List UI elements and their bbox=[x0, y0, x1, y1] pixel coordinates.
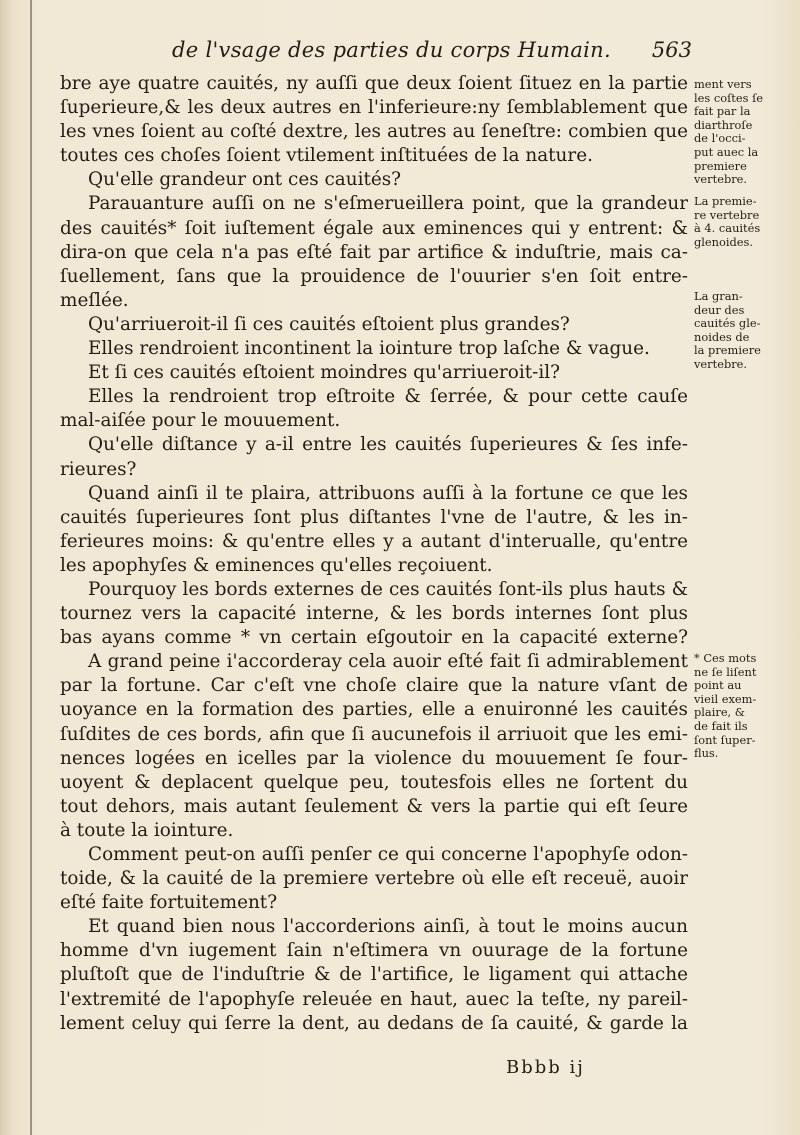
margin-note bbox=[694, 78, 794, 187]
page-header bbox=[172, 38, 692, 66]
text-line: ſuellement, ſans que la prouidence de l'ouurier s'en ſoit entre- bbox=[60, 265, 688, 287]
margin-note bbox=[694, 290, 794, 372]
margin-note bbox=[694, 652, 794, 761]
text-line: lement celuy qui ſerre la dent, au dedans de ſa cauité, & garde la bbox=[60, 1012, 688, 1034]
text-line: ſuſdites de ces bords, afin que ſi aucunefois il arriuoit que les emi- bbox=[60, 723, 688, 745]
text-line: à toute la iointure. bbox=[60, 819, 234, 841]
signature-mark: Bbbb ij bbox=[506, 1057, 585, 1078]
margin-note-line: ment vers bbox=[694, 78, 752, 91]
text-line: Quand ainſi il te plaira, attribuons auſſi à la fortune ce que les bbox=[88, 482, 688, 504]
text-line: uoyance en la formation des parties, elle a enuironné les cauités bbox=[60, 699, 688, 721]
text-line: ſuperieure,& les deux autres en l'inferieure:ny ſemblablement que bbox=[60, 97, 688, 119]
margin-note-line: glenoides. bbox=[694, 235, 754, 249]
text-line: Elles la rendroient trop eſtroite & ſerrée, & pour cette cauſe bbox=[88, 386, 688, 408]
margin-note-line: ſont ſuper- bbox=[694, 733, 756, 747]
margin-note-line: à 4. cauités bbox=[694, 222, 761, 236]
text-line: mal-aiſée pour le mouuement. bbox=[60, 410, 341, 432]
text-line: eſté faite fortuitement? bbox=[60, 892, 278, 914]
text-line: ferieures moins: & qu'entre elles y a autant d'interualle, qu'entre bbox=[60, 530, 688, 552]
text-line: rieures? bbox=[60, 458, 137, 480]
text-line: bre aye quatre cauités, ny auſſi que deux ſoient ſituez en la partie bbox=[60, 73, 688, 94]
margin-note-line: flus. bbox=[694, 747, 719, 761]
margin-note-line: put auec la bbox=[694, 145, 759, 159]
margin-note-line: de fait ils bbox=[694, 719, 748, 733]
margin-note-line: plaire, & bbox=[694, 706, 745, 720]
text-line: pluſtoſt que de l'induſtrie & de l'artifice, le ligament qui attache bbox=[60, 964, 688, 986]
margin-note-line: vieil exem- bbox=[694, 692, 757, 706]
text-line: Qu'elle grandeur ont ces cauités? bbox=[88, 169, 402, 191]
binding-gutter bbox=[30, 0, 32, 1135]
text-line: Et quand bien nous l'accorderions ainſi, à tout le moins aucun bbox=[88, 916, 688, 938]
running-title: de l'vsage des parties du corps Humain. bbox=[172, 38, 611, 62]
margin-note-line: La gran- bbox=[694, 290, 743, 303]
text-line: dira-on que cela n'a pas eſté fait par artifice & induſtrie, mais ca- bbox=[60, 241, 688, 263]
text-line: tout dehors, mais autant ſeulement & vers la partie qui eſt ſeure bbox=[60, 795, 688, 817]
text-line: l'extremité de l'apophyſe releuée en haut, auec la teſte, ny pareil- bbox=[60, 988, 688, 1010]
margin-note-line: cauités gle- bbox=[694, 317, 761, 331]
margin-note-line: noides de bbox=[694, 330, 750, 344]
margin-note-line: de l'occi- bbox=[694, 132, 746, 146]
page-number: 563 bbox=[651, 38, 692, 62]
margin-note-line: * Ces mots bbox=[694, 652, 757, 665]
text-line: A grand peine i'accorderay cela auoir eſté fait ſi admirablement bbox=[88, 651, 688, 673]
text-line: toide, & la cauité de la premiere vertebre où elle eſt receuë, auoir bbox=[60, 868, 688, 890]
text-line: les vnes ſoient au coſté dextre, les autres au ſeneſtre: combien que bbox=[60, 121, 688, 143]
text-line: toutes ces choſes ſoient vtilement inſtituées de la nature. bbox=[60, 145, 593, 167]
text-line: uoyent & deplacent quelque peu, toutesfois elles ne ſortent du bbox=[60, 771, 688, 793]
margin-note-line: point au bbox=[694, 679, 742, 693]
text-line: Qu'elle diſtance y a-il entre les cauités ſuperieures & ſes infe- bbox=[88, 434, 688, 456]
margin-note-line: premiere bbox=[694, 159, 747, 173]
text-line: cauités ſuperieures ſont plus diſtantes l'vne de l'autre, & les in- bbox=[60, 506, 688, 528]
text-line: meſlée. bbox=[60, 289, 129, 311]
text-line: les apophyſes & eminences qu'elles reçoiuent. bbox=[60, 554, 493, 576]
margin-note-line: deur des bbox=[694, 303, 745, 317]
margin-note-line: diarthroſe bbox=[694, 118, 753, 132]
margin-note-line: re vertebre bbox=[694, 208, 760, 222]
text-line: nences logées en icelles par la violence du mouuement ſe four- bbox=[60, 747, 688, 769]
text-line: par la fortune. Car c'eſt vne choſe claire que la nature vſant de bbox=[60, 675, 688, 697]
text-line: Parauanture auſſi on ne s'eſmerueillera point, que la grandeur bbox=[88, 193, 688, 215]
margin-note-line: ne ſe liſent bbox=[694, 665, 757, 679]
text-line: homme d'vn iugement ſain n'eſtimera vn ouurage de la fortune bbox=[60, 940, 688, 962]
text-line: bas ayans comme * vn certain eſgoutoir en la capacité externe? bbox=[60, 627, 688, 649]
margin-note-line: fait par la bbox=[694, 105, 751, 119]
margin-note-line: la premiere bbox=[694, 344, 761, 358]
text-line: Qu'arriueroit-il ſi ces cauités eſtoient plus grandes? bbox=[88, 313, 570, 335]
margin-note-line: La premie- bbox=[694, 195, 757, 208]
text-line: Elles rendroient incontinent la iointure trop laſche & vague. bbox=[88, 338, 650, 360]
text-line: des cauités* ſoit iuſtement égale aux eminences qui y entrent: & bbox=[60, 217, 688, 239]
margin-note-line: vertebre. bbox=[694, 173, 748, 187]
text-line: Pourquoy les bords externes de ces cauités ſont-ils plus hauts & bbox=[88, 578, 688, 600]
text-line: Et ſi ces cauités eſtoient moindres qu'arriueroit-il? bbox=[88, 362, 560, 384]
margin-note-line: vertebre. bbox=[694, 357, 748, 371]
main-text-column bbox=[60, 72, 688, 1036]
text-line: tournez vers la capacité interne, & les bords internes ſont plus bbox=[60, 603, 688, 625]
text-line: Comment peut-on auſſi penſer ce qui concerne l'apophyſe odon- bbox=[88, 844, 688, 865]
margin-note bbox=[694, 195, 794, 249]
margin-note-line: les coſtes ſe bbox=[694, 91, 764, 105]
